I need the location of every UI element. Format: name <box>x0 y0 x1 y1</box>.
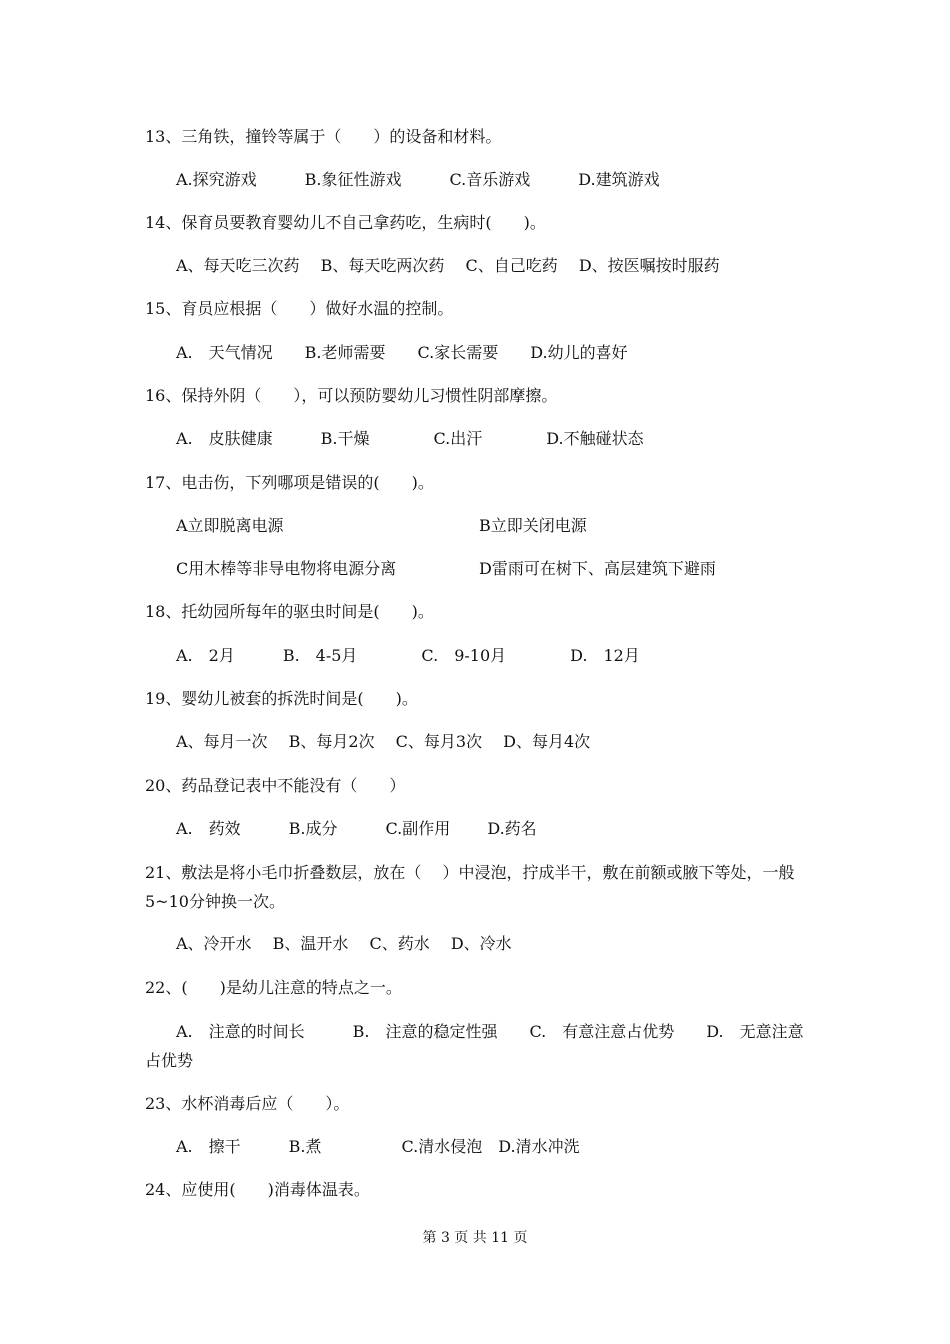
question-15-options: A. 天气情况 B.老师需要 C.家长需要 D.幼儿的喜好 <box>176 343 628 362</box>
question-20-stem: 20、药品登记表中不能没有（ ） <box>145 776 406 795</box>
question-22-stem: 22、( )是幼儿注意的特点之一。 <box>145 978 402 997</box>
question-21-options: A、冷开水 B、温开水 C、药水 D、冷水 <box>176 934 512 953</box>
question-24-stem: 24、应使用( )消毒体温表。 <box>145 1180 370 1199</box>
page-footer: 第 3 页 共 11 页 <box>422 1230 528 1246</box>
question-23-options: A. 擦干 B.煮 C.清水侵泡 D.清水冲洗 <box>176 1137 580 1156</box>
question-16-stem: 16、保持外阴（ ），可以预防婴幼儿习惯性阴部摩擦。 <box>145 386 558 405</box>
question-19-stem: 19、婴幼儿被套的拆洗时间是( )。 <box>145 689 418 708</box>
question-20-options: A. 药效 B.成分 C.副作用 D.药名 <box>176 819 537 838</box>
question-21-stem: 21、敷法是将小毛巾折叠数层，放在（ ）中浸泡，拧成半干，敷在前额或腋下等处，一般5~10分钟换一次。 <box>145 863 795 911</box>
question-13-options: A.探究游戏 B.象征性游戏 C.音乐游戏 D.建筑游戏 <box>176 170 660 189</box>
question-17-option-d: D雷雨可在树下、高层建筑下避雨 <box>479 559 716 578</box>
question-14-stem: 14、保育员要教育婴幼儿不自己拿药吃，生病时( )。 <box>145 213 546 232</box>
question-15-stem: 15、育员应根据（ ）做好水温的控制。 <box>145 299 454 318</box>
question-17-option-b: B立即关闭电源 <box>479 516 587 535</box>
question-16-options: A. 皮肤健康 B.干燥 C.出汗 D.不触碰状态 <box>176 429 644 448</box>
question-13-stem: 13、三角铁，撞铃等属于（ ）的设备和材料。 <box>145 127 502 146</box>
question-18-options: A. 2月 B. 4-5月 C. 9-10月 D. 12月 <box>176 646 640 665</box>
question-17-option-a: A立即脱离电源 <box>176 516 284 535</box>
question-17-stem: 17、电击伤，下列哪项是错误的( )。 <box>145 473 434 492</box>
question-18-stem: 18、托幼园所每年的驱虫时间是( )。 <box>145 602 434 621</box>
question-19-options: A、每月一次 B、每月2次 C、每月3次 D、每月4次 <box>176 732 591 751</box>
question-22-options: A. 注意的时间长 B. 注意的稳定性强 C. 有意注意占优势 D. 无意注意占优势 <box>145 1022 804 1070</box>
question-14-options: A、每天吃三次药 B、每天吃两次药 C、自己吃药 D、按医嘱按时服药 <box>176 256 720 275</box>
question-23-stem: 23、水杯消毒后应（ ）。 <box>145 1094 350 1113</box>
question-17-option-c: C用木棒等非导电物将电源分离 <box>176 559 397 578</box>
